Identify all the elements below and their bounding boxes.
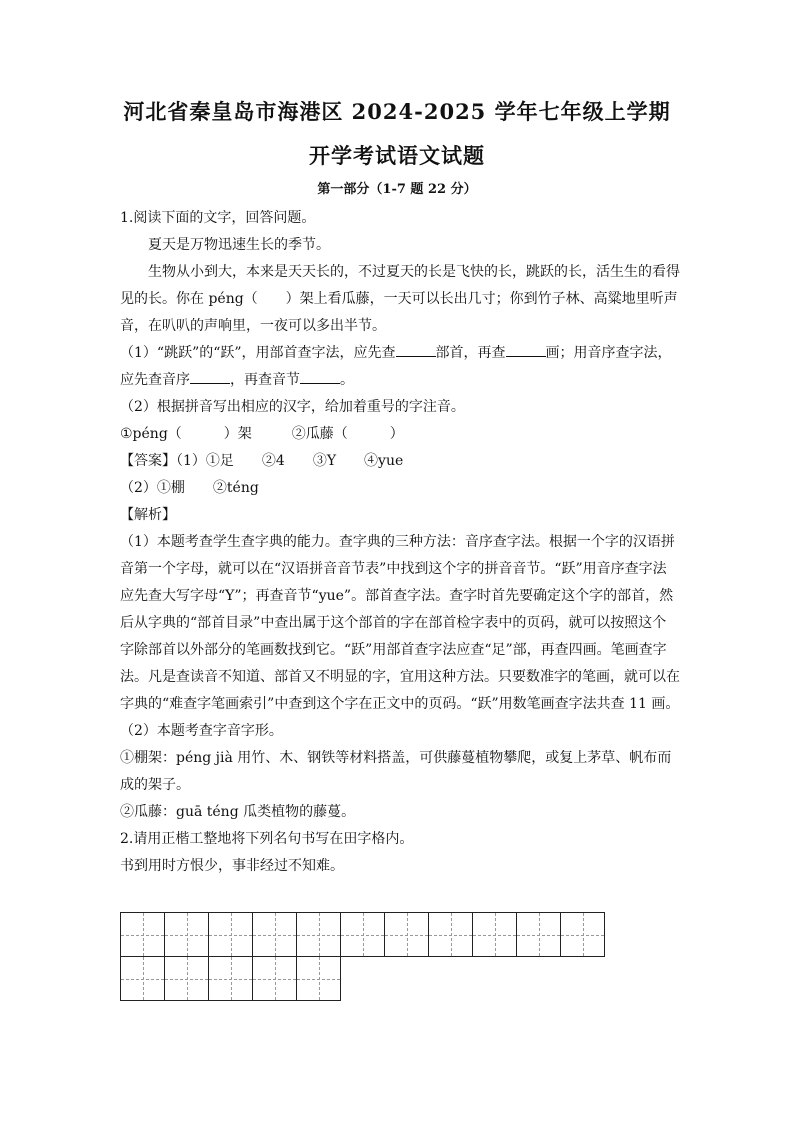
q1-sub2: （2）根据拼音写出相应的汉字，给加着重号的字注音。 bbox=[120, 399, 465, 415]
q1-sub2-option-1: ①péng（ ）架 bbox=[120, 426, 252, 442]
grid-cell[interactable] bbox=[296, 912, 341, 957]
grid-cell[interactable] bbox=[120, 912, 165, 957]
q1-sub1-text-a: （1）“跳跃”的“跃”，用部首查字法，应先查 bbox=[120, 345, 396, 361]
tianzige-grid bbox=[120, 912, 604, 1000]
answer-blank bbox=[506, 342, 546, 357]
q1-passage-1: 夏天是万物迅速生长的季节。 bbox=[148, 237, 330, 253]
section-heading: 第一部分（1-7 题 22 分） bbox=[317, 182, 477, 197]
grid-cell[interactable] bbox=[384, 912, 429, 957]
grid-row-1 bbox=[120, 912, 604, 956]
q1-passage-2: 生物从小到大，本来是天天长的，不过夏天的长是飞快的长，跳跃的长，活生生的看得见的长。你在 péng（ ）架上看瓜藤，一天可以长出几寸；你到竹子林、高粱地里听声音，在叭叭的声响里，一夜可以多出半节。 bbox=[120, 264, 680, 334]
grid-cell[interactable] bbox=[208, 956, 253, 1001]
grid-cell[interactable] bbox=[428, 912, 473, 957]
q1-stem: 1.阅读下面的文字，回答问题。 bbox=[120, 210, 316, 226]
analysis-label: 【解析】 bbox=[120, 507, 176, 523]
grid-cell[interactable] bbox=[120, 956, 165, 1001]
page-title-line2: 开学考试语文试题 bbox=[309, 143, 485, 168]
analysis-3: ①棚架：péng jià 用竹、木、钢铁等材料搭盖，可供藤蔓植物攀爬，或复上茅草、帆布而成的架子。 bbox=[120, 750, 672, 793]
analysis-2: （2）本题考查字音字形。 bbox=[120, 723, 283, 739]
question-body bbox=[120, 205, 680, 880]
answer-blank bbox=[300, 369, 340, 384]
grid-cell[interactable] bbox=[208, 912, 253, 957]
q1-sub1-text-c: 画；用音序查字法，应先查音序 bbox=[120, 345, 672, 388]
q2-stem: 2.请用正楷工整地将下列名句书写在田字格内。 bbox=[120, 831, 414, 847]
answer-label: 【答案】 bbox=[120, 453, 176, 469]
q1-sub1-text-b: 部首，再查 bbox=[435, 345, 506, 361]
analysis-4: ②瓜藤：guā téng 瓜类植物的藤蔓。 bbox=[120, 804, 356, 820]
q1-sub1-text-e: 。 bbox=[340, 372, 354, 388]
grid-cell[interactable] bbox=[164, 912, 209, 957]
grid-cell[interactable] bbox=[164, 956, 209, 1001]
grid-cell[interactable] bbox=[560, 912, 605, 957]
grid-cell[interactable] bbox=[296, 956, 341, 1001]
grid-cell[interactable] bbox=[252, 956, 297, 1001]
answer-blank bbox=[396, 342, 436, 357]
answer-line-1 bbox=[120, 448, 680, 475]
answer-1: （1）①足 ②4 ③Y ④yue bbox=[176, 453, 404, 469]
grid-row-2 bbox=[120, 956, 604, 1000]
q1-sub2-options bbox=[120, 421, 680, 448]
q1-sub1 bbox=[120, 340, 680, 394]
q2-sentence: 书到用时方恨少，事非经过不知难。 bbox=[120, 858, 344, 874]
q1-sub2-option-2: ②瓜藤（ ） bbox=[291, 426, 404, 442]
grid-cell[interactable] bbox=[252, 912, 297, 957]
page-title-line1: 河北省秦皇岛市海港区 2024-2025 学年七年级上学期 bbox=[123, 99, 671, 124]
grid-cell[interactable] bbox=[340, 912, 385, 957]
answer-line-2: （2）①棚 ②téng bbox=[120, 480, 259, 496]
grid-cell[interactable] bbox=[472, 912, 517, 957]
analysis-1: （1）本题考查学生查字典的能力。查字典的三种方法：音序查字法。根据一个字的汉语拼音第一个字母，就可以在“汉语拼音音节表”中找到这个字的拼音音节。“跃”用音序查字法应先查大写字母“Y”；再查音节“yue”。部首查字法。查字时首先要确定这个字的部首，然后从字典的“部首目录”中查出属于这个部首的字在部首检字表中的页码，就可以按照这个字除部首以外部分的笔画数找到它。“跃”用部首查字法应查“足”部，再查四画。笔画查字法。凡是查读音不知道、部首又不明显的字，宜用这种方法。只要数准字的笔画，就可以在字典的“难查字笔画索引”中查到这个字在正文中的页码。“跃”用数笔画查字法共查 11 画。 bbox=[120, 534, 680, 712]
q1-sub1-text-d: ，再查音节 bbox=[230, 372, 300, 388]
grid-cell[interactable] bbox=[516, 912, 561, 957]
answer-blank bbox=[190, 369, 230, 384]
